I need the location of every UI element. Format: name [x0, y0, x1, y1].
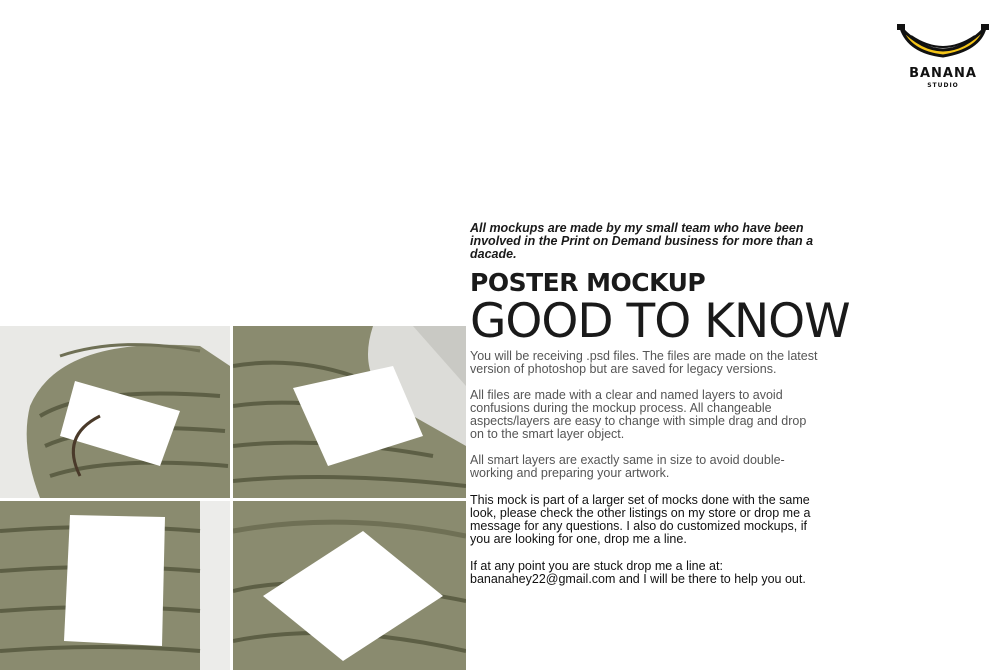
brand-logo [893, 20, 993, 100]
heading-good-to-know: GOOD TO KNOW [470, 294, 850, 349]
mockup-photo-grid [0, 326, 466, 670]
logo-name: BANANA [909, 66, 977, 81]
mockup-photo-2 [233, 326, 466, 498]
note-larger-set: This mock is part of a larger set of mocks done with the same look, please check the other listings on my store or drop me a message for any questions. I also do customized mockups, if you are looking for one, drop me a line. [470, 493, 811, 546]
mockup-photo-3 [0, 501, 230, 670]
paragraph-smart-layers: All smart layers are exactly same in size to avoid double-working and preparing your artwork. [470, 453, 785, 480]
heading-poster-mockup: POSTER MOCKUP [470, 268, 706, 297]
note-contact: If at any point you are stuck drop me a line at: bananahey22@gmail.com and I will be there to help you out. [470, 559, 806, 586]
banana-icon [893, 20, 993, 66]
intro-text: All mockups are made by my small team who have been involved in the Print on Demand business for more than a dacade. [470, 221, 814, 261]
info-panel [470, 222, 890, 586]
mockup-photo-1 [0, 326, 230, 498]
mockup-photo-4 [233, 501, 466, 670]
paragraph-files: You will be receiving .psd files. The files are made on the latest version of photoshop but are saved for legacy versions. [470, 349, 818, 376]
logo-subtitle: STUDIO [927, 82, 959, 89]
paragraph-layers: All files are made with a clear and named layers to avoid confusions during the mockup process. All changeable aspects/layers are easy to change with simple drag and drop on to the smart layer object. [470, 388, 807, 441]
